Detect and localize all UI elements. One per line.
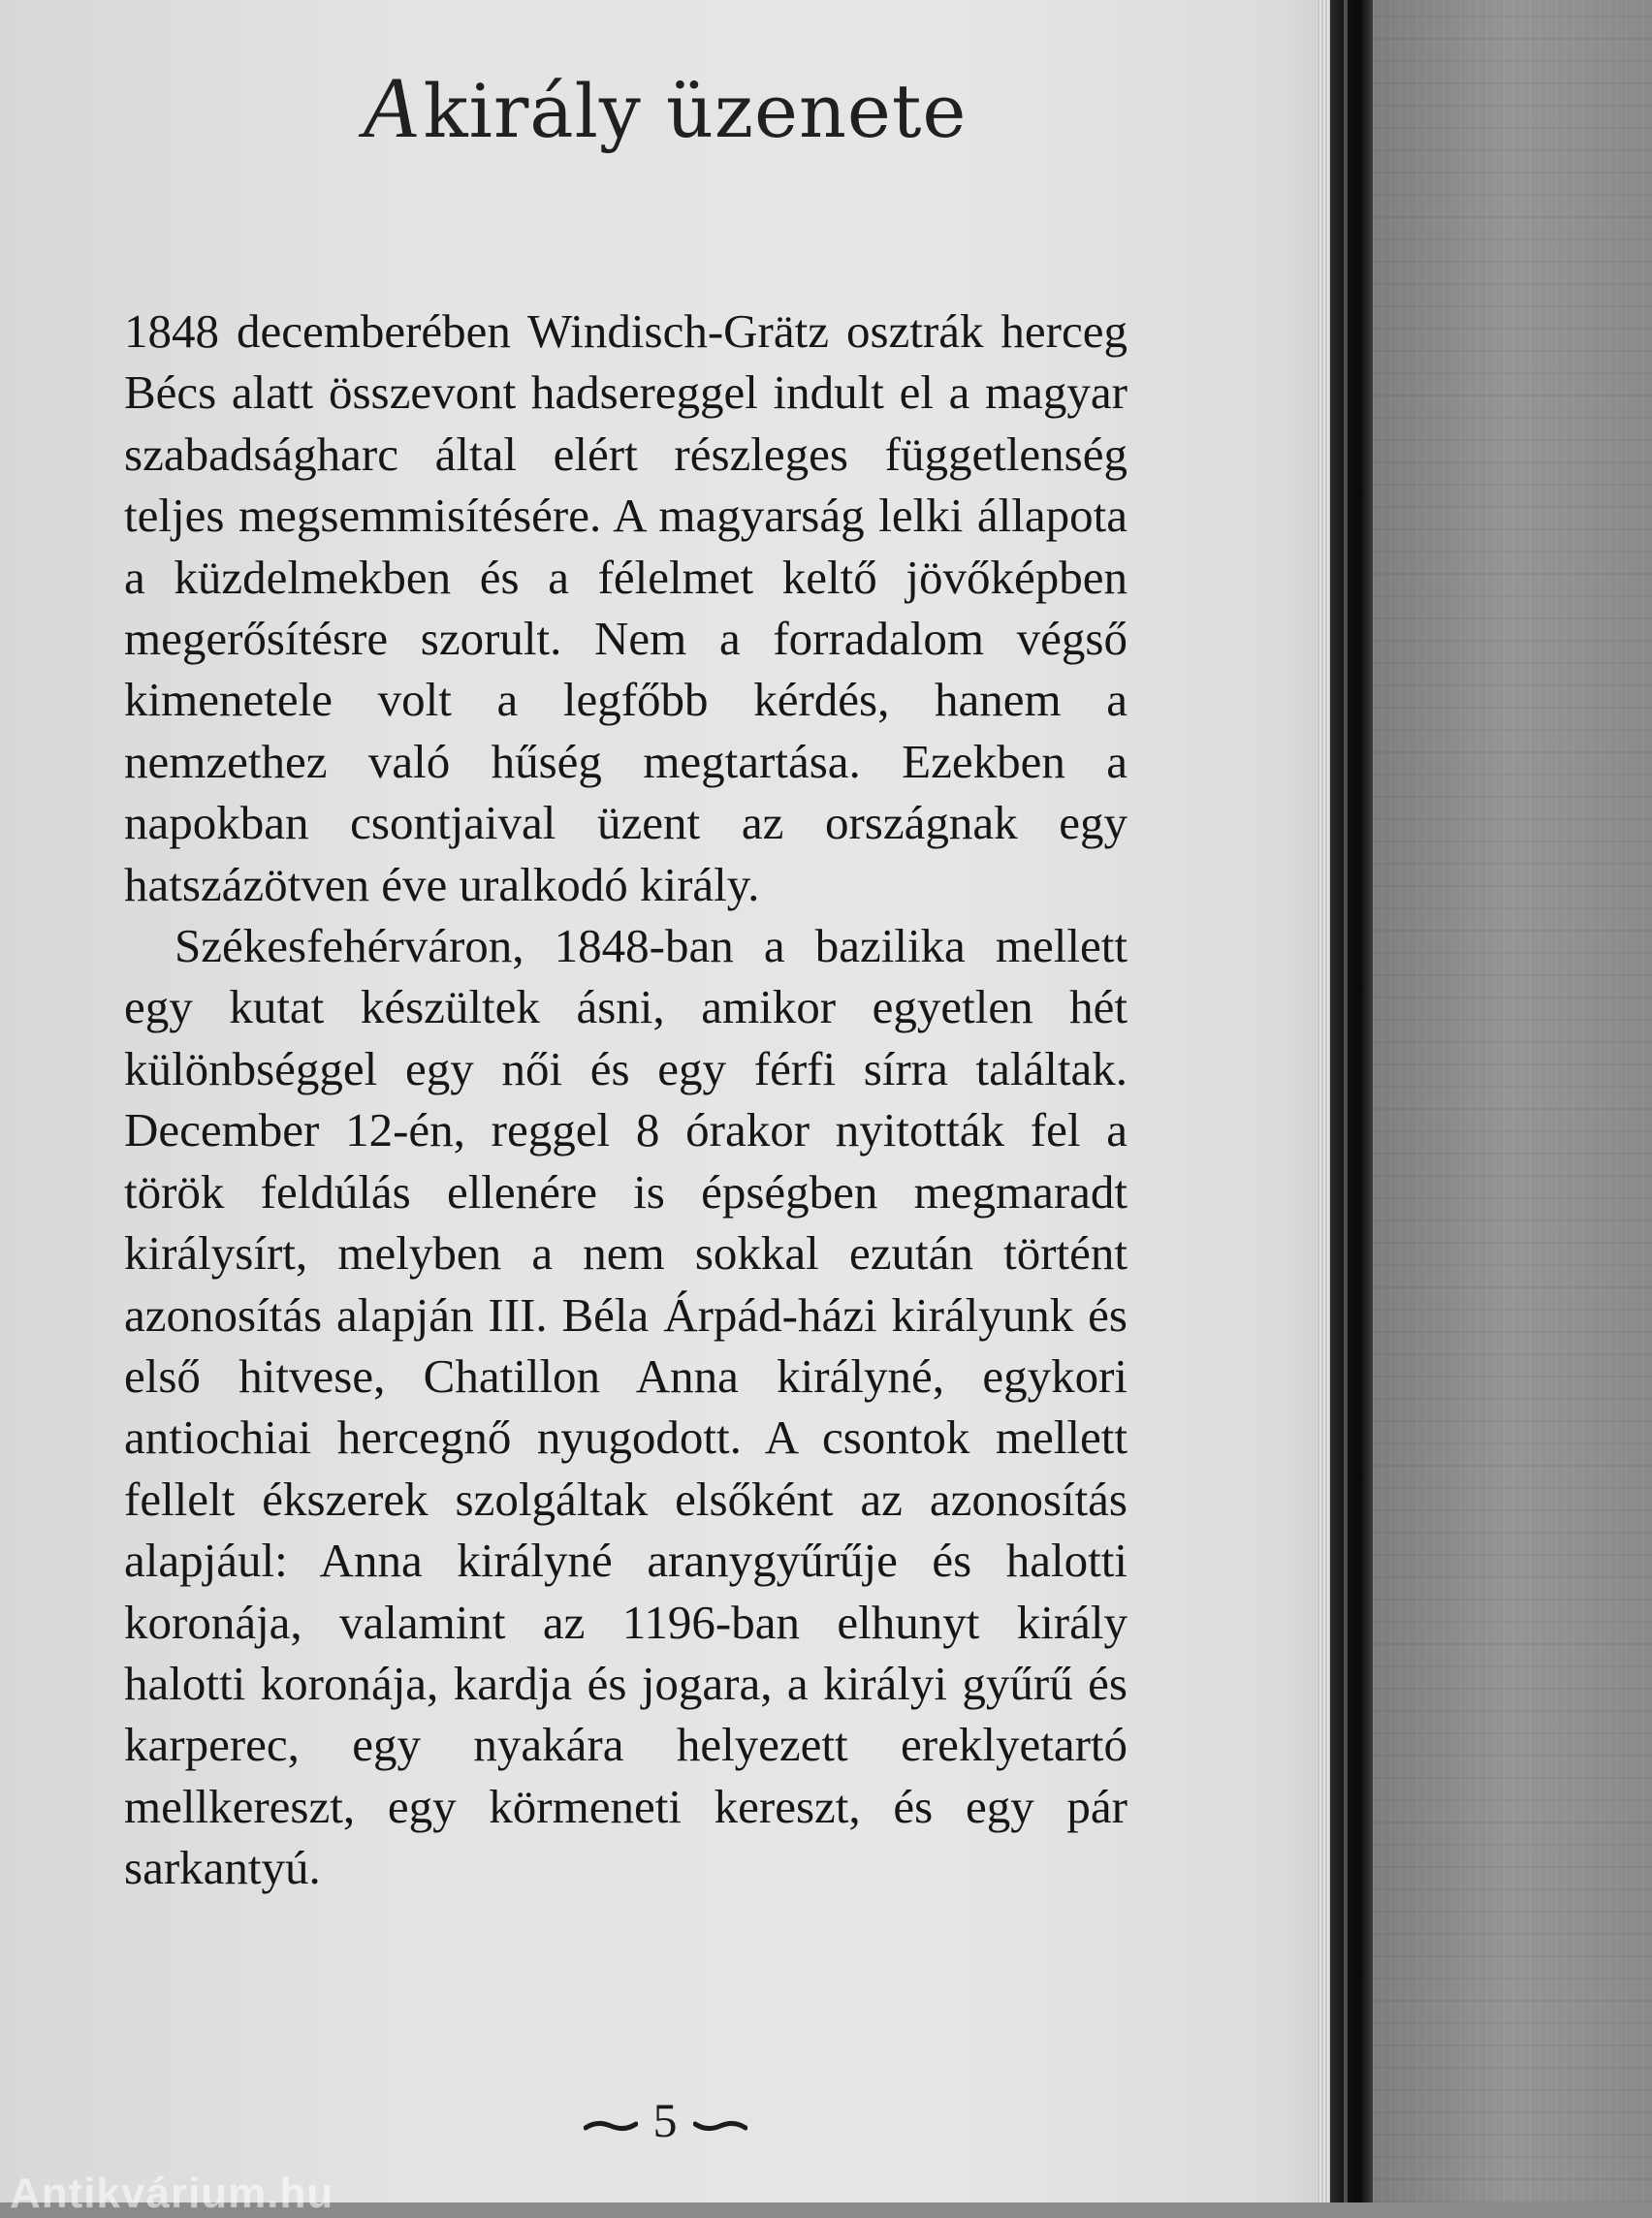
- page-number: 5: [652, 2093, 678, 2147]
- ornament-left-icon: [584, 2116, 638, 2136]
- title-initial: A: [363, 60, 418, 156]
- ornament-right-icon: [693, 2116, 747, 2136]
- watermark: Antikvárium.hu: [10, 2170, 334, 2217]
- chapter-title: [0, 58, 1330, 158]
- title-text: király üzenete: [423, 68, 968, 154]
- book-cover-edge: [1330, 0, 1373, 2202]
- background-surface: [1373, 0, 1652, 2202]
- paragraph-2: Székesfehérváron, 1848-ban a bazilika mellett egy kutat készültek ásni, amikor egyetlen hét különbséggel egy női és egy férfi sírra találtak. December 12-én, reggel 8 órakor nyitották fel a török feldúlás ellenére is épségben megmaradt királysírt, melyben a nem sokkal ezután történt azonosítás alapján III. Béla Árpád-házi királyunk és első hitvese, Chatillon Anna királyné, egykori antiochiai hercegnő nyugodott. A csontok mellett fellelt ékszerek szolgáltak elsőként az azonosítás alapjául: Anna királyné aranygyűrűje és halotti koronája, valamint az 1196-ban elhunyt király halotti koronája, kardja és jogara, a királyi gyűrű és karperec, egy nyakára helyezett ereklyetartó mellkereszt, egy körmeneti kereszt, és egy pár sarkantyú.: [124, 919, 1128, 1895]
- page-number-area: [0, 2092, 1330, 2148]
- page-edge: [1317, 0, 1330, 2202]
- paragraph-1: 1848 decemberében Windisch-Grätz osztrák herceg Bécs alatt összevont hadsereggel indult el a magyar szabadságharc által elért részleges függetlenség teljes megsemmisítésére. A magyarság lelki állapota a küzdelmekben és a félelmet keltő jövőképben megerősítésre szorult. Nem a forradalom végső kimenetele volt a legfőbb kérdés, hanem a nemzethez való hűség megtartása. Ezekben a napokban csontjaival üzent az országnak egy hatszázötven éve uralkodó király.: [124, 304, 1128, 911]
- body-text: [124, 301, 1128, 1899]
